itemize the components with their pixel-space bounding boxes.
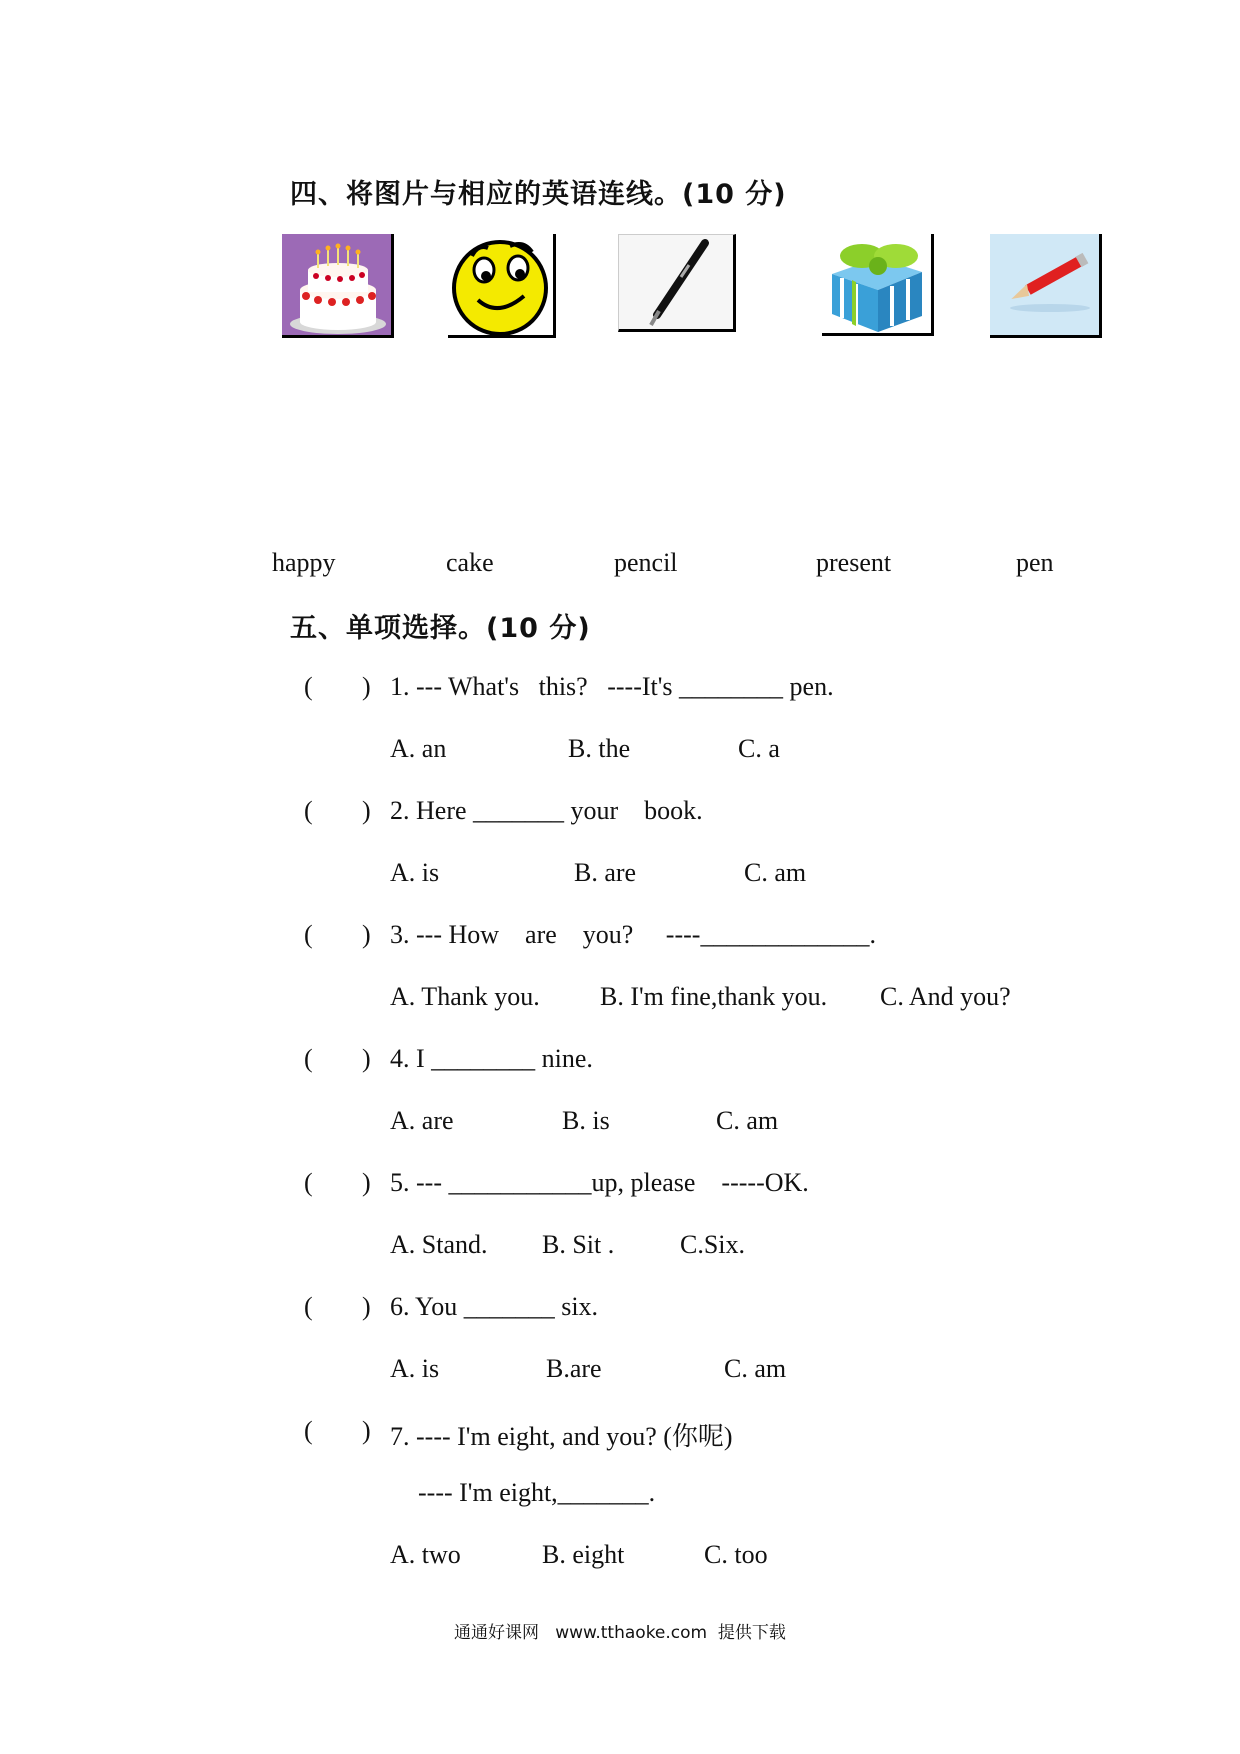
present-picture [822, 234, 934, 336]
q4-option-b: B. is [562, 1106, 610, 1135]
smiley-face-icon [448, 234, 556, 338]
question-4: 4. I ________ nine. [390, 1044, 593, 1073]
pen-icon [619, 235, 736, 332]
q2-option-b: B. are [574, 858, 637, 887]
question-7-response: ---- I'm eight,_______. [418, 1478, 656, 1507]
answer-paren-close: ) [362, 920, 371, 949]
q5-option-c: C.Six. [680, 1230, 746, 1259]
question-1: 1. --- What's this? ----It's ________ pen. [390, 672, 834, 701]
answer-paren-close: ) [362, 796, 371, 825]
answer-paren-open: ( [304, 1292, 313, 1321]
q1-option-a: A. an [390, 734, 447, 763]
pencil-icon [990, 234, 1102, 338]
cake-picture [282, 234, 394, 338]
answer-paren-close: ) [362, 1416, 371, 1445]
question-3: 3. --- How are you? ----_____________. [390, 920, 876, 949]
q7-option-c: C. too [704, 1540, 768, 1569]
answer-paren-close: ) [362, 1044, 371, 1073]
section-5-title: 五、单项选择。(10 分) [290, 613, 591, 644]
answer-paren-open: ( [304, 672, 313, 701]
pen-picture [618, 234, 736, 332]
word-pen: pen [1016, 548, 1054, 577]
present-icon [822, 234, 934, 336]
q6-option-b: B.are [546, 1354, 602, 1383]
q2-option-a: A. is [390, 858, 440, 887]
q4-option-a: A. are [390, 1106, 454, 1135]
q3-option-a: A. Thank you. [390, 982, 540, 1011]
word-happy: happy [272, 548, 336, 577]
question-5: 5. --- ___________up, please -----OK. [390, 1168, 809, 1197]
question-2: 2. Here _______ your book. [390, 796, 703, 825]
q6-option-c: C. am [724, 1354, 787, 1383]
section-4-title: 四、将图片与相应的英语连线。(10 分) [290, 179, 787, 210]
q5-option-a: A. Stand. [390, 1230, 488, 1259]
q6-option-a: A. is [390, 1354, 440, 1383]
question-6: 6. You _______ six. [390, 1292, 599, 1321]
answer-paren-close: ) [362, 1292, 371, 1321]
answer-paren-open: ( [304, 796, 313, 825]
cake-icon [282, 234, 394, 338]
q5-option-b: B. Sit . [542, 1230, 615, 1259]
q3-option-c: C. And you? [880, 982, 1011, 1011]
question-7: 7. ---- I'm eight, and you? (你呢) [390, 1422, 733, 1451]
footer-source: 通通好课网 www.tthaoke.com 提供下载 [454, 1623, 786, 1643]
q7-option-b: B. eight [542, 1540, 625, 1569]
word-pencil: pencil [614, 548, 678, 577]
answer-paren-close: ) [362, 1168, 371, 1197]
q2-option-c: C. am [744, 858, 807, 887]
q7-option-a: A. two [390, 1540, 461, 1569]
answer-paren-close: ) [362, 672, 371, 701]
q1-option-c: C. a [738, 734, 780, 763]
answer-paren-open: ( [304, 1044, 313, 1073]
q1-option-b: B. the [568, 734, 631, 763]
q4-option-c: C. am [716, 1106, 779, 1135]
smiley-face-picture [448, 234, 556, 338]
answer-paren-open: ( [304, 1168, 313, 1197]
q3-option-b: B. I'm fine,thank you. [600, 982, 828, 1011]
word-cake: cake [446, 548, 494, 577]
word-present: present [816, 548, 892, 577]
answer-paren-open: ( [304, 1416, 313, 1445]
answer-paren-open: ( [304, 920, 313, 949]
pencil-picture [990, 234, 1102, 338]
